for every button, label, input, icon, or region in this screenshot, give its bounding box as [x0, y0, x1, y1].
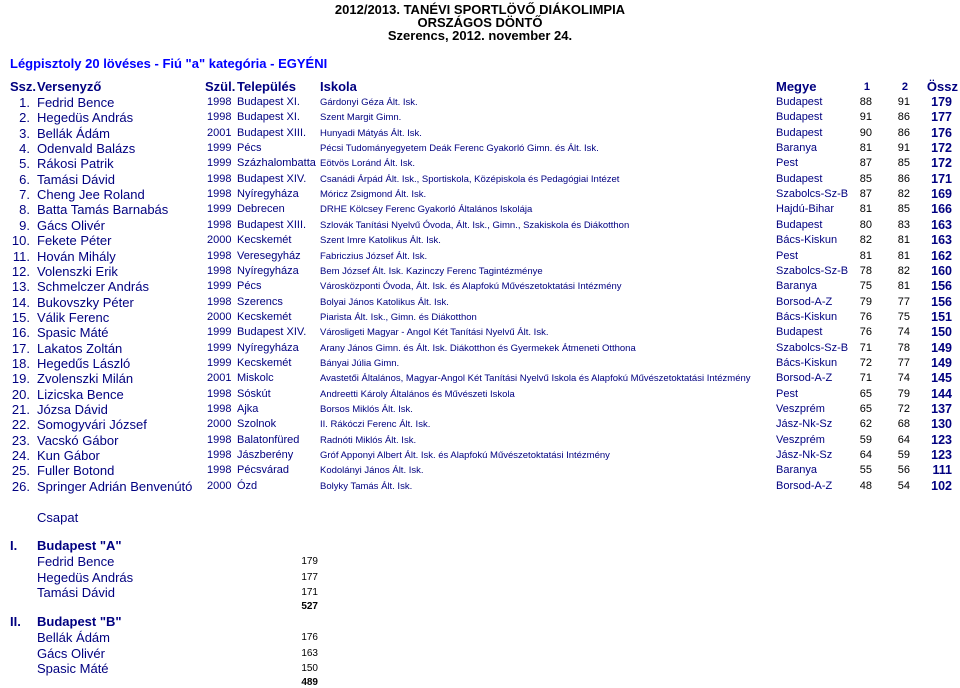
name-cell: Hegedüs András — [37, 110, 134, 126]
rank-cell: 15. — [11, 309, 30, 325]
rank-cell: 26. — [11, 478, 30, 494]
city-cell: Pécs — [237, 142, 262, 155]
school-cell: Piarista Ált. Isk., Gimn. és Diákotthon — [320, 311, 477, 323]
col-rank-header: Ssz. — [10, 79, 37, 94]
rank-cell: 22. — [11, 417, 30, 433]
county-cell: Pest — [776, 387, 799, 400]
table-row — [0, 448, 960, 463]
series2-cell: 85 — [897, 157, 910, 170]
county-cell: Szabolcs-Sz-B — [776, 264, 849, 277]
school-cell: Gróf Apponyi Albert Ált. Isk. és Alapfokú Művészetoktatási Intézmény — [320, 450, 610, 462]
year-cell: 1998 — [207, 111, 232, 124]
table-row — [0, 249, 960, 264]
total-cell: 145 — [931, 371, 952, 386]
city-cell: Ajka — [237, 403, 259, 415]
total-cell: 172 — [931, 141, 952, 156]
table-row — [0, 387, 960, 402]
table-row — [0, 156, 960, 171]
series2-cell: 91 — [897, 96, 910, 108]
total-cell: 172 — [931, 156, 952, 171]
series1-cell: 88 — [859, 96, 872, 108]
col-total-header: Össz — [926, 79, 958, 94]
series1-cell: 90 — [859, 126, 872, 139]
series1-cell: 48 — [859, 479, 872, 492]
team-name: Budapest "A" — [37, 538, 122, 553]
school-cell: Városligeti Magyar - Angol Két Tanítási Nyelvű Ált. Isk. — [320, 327, 549, 339]
city-cell: Budapest XI. — [237, 111, 300, 124]
rank-cell: 2. — [19, 110, 30, 126]
city-cell: Budapest XI. — [237, 96, 300, 108]
county-cell: Szabolcs-Sz-B — [776, 341, 849, 354]
total-cell: 111 — [932, 463, 952, 478]
total-cell: 162 — [931, 248, 952, 263]
county-cell: Veszprém — [776, 403, 825, 415]
school-cell: Csanádi Árpád Ált. Isk., Sportiskola, Középiskola és Pedagógiai Intézet — [320, 173, 620, 185]
total-cell: 169 — [931, 187, 952, 202]
name-cell: Rákosi Patrik — [37, 156, 114, 172]
team-member-name: Hegedüs András — [37, 569, 134, 585]
team-member-score: 176 — [301, 632, 318, 643]
year-cell: 1998 — [207, 172, 232, 185]
county-cell: Budapest — [776, 218, 823, 231]
table-row — [0, 295, 960, 310]
series1-cell: 91 — [859, 111, 872, 124]
doc-venue-date: Szerencs, 2012. november 24. — [387, 28, 573, 43]
name-cell: Fedrid Bence — [37, 95, 115, 110]
table-row — [0, 479, 960, 494]
series1-cell: 87 — [859, 188, 872, 201]
name-cell: Spasic Máté — [37, 325, 109, 341]
col-year-header: Szül. — [205, 79, 236, 94]
name-cell: Tamási Dávid — [37, 171, 116, 187]
county-cell: Budapest — [776, 172, 823, 185]
school-cell: Radnóti Miklós Ált. Isk. — [320, 434, 417, 446]
year-cell: 1998 — [207, 264, 232, 277]
city-cell: Balatonfüred — [237, 433, 300, 446]
county-cell: Borsod-A-Z — [776, 372, 833, 385]
year-cell: 1998 — [207, 387, 232, 400]
series1-cell: 65 — [859, 403, 872, 415]
total-cell: 151 — [931, 309, 952, 324]
series1-cell: 71 — [859, 341, 872, 354]
table-row — [0, 110, 960, 125]
table-row — [0, 433, 960, 448]
county-cell: Veszprém — [776, 433, 825, 446]
year-cell: 2000 — [207, 310, 232, 323]
table-row — [0, 95, 960, 110]
rank-cell: 18. — [11, 355, 30, 371]
name-cell: Gács Olivér — [37, 217, 105, 233]
total-cell: 160 — [931, 263, 952, 278]
series2-cell: 79 — [897, 387, 910, 400]
team-member-score: 179 — [301, 556, 318, 567]
total-cell: 149 — [931, 340, 952, 355]
city-cell: Szerencs — [237, 295, 283, 308]
rank-cell: 25. — [11, 463, 30, 479]
city-cell: Budapest XIII. — [237, 218, 307, 231]
series1-cell: 81 — [859, 249, 872, 262]
series1-cell: 81 — [859, 203, 872, 216]
series2-cell: 91 — [897, 142, 910, 155]
series2-cell: 86 — [897, 111, 910, 124]
series2-cell: 83 — [897, 218, 910, 231]
rank-cell: 23. — [11, 432, 30, 448]
name-cell: Springer Adrián Benvenútó — [37, 478, 193, 494]
total-cell: 163 — [931, 233, 952, 248]
year-cell: 1998 — [207, 188, 232, 201]
school-cell: Szent Imre Katolikus Ált. Isk. — [320, 235, 441, 247]
city-cell: Ózd — [237, 479, 258, 492]
series2-cell: 77 — [897, 356, 910, 369]
county-cell: Pest — [776, 249, 799, 262]
school-cell: Móricz Zsigmond Ált. Isk. — [320, 189, 427, 201]
city-cell: Jászberény — [237, 449, 294, 462]
rank-cell: 24. — [11, 448, 30, 464]
series1-cell: 72 — [859, 356, 872, 369]
table-row — [0, 126, 960, 141]
total-cell: 177 — [931, 110, 952, 125]
county-cell: Szabolcs-Sz-B — [776, 188, 849, 201]
school-cell: Városközponti Óvoda, Ált. Isk. és Alapfokú Művészetoktatási Intézmény — [320, 281, 622, 293]
name-cell: Hován Mihály — [37, 248, 116, 264]
name-cell: Válik Ferenc — [37, 309, 110, 325]
series2-cell: 56 — [897, 464, 910, 477]
series2-cell: 54 — [897, 479, 910, 492]
school-cell: Pécsi Tudományegyetem Deák Ferenc Gyakorló Gimn. és Ált. Isk. — [320, 143, 599, 155]
county-cell: Baranya — [776, 280, 817, 293]
year-cell: 1998 — [207, 464, 232, 477]
team-section-label: Csapat — [37, 510, 79, 525]
series2-cell: 74 — [897, 372, 910, 385]
school-cell: Fabriczius József Ált. Isk. — [320, 250, 428, 262]
series1-cell: 85 — [859, 172, 872, 185]
series1-cell: 75 — [859, 280, 872, 293]
total-cell: 176 — [931, 125, 952, 140]
year-cell: 1998 — [207, 96, 232, 108]
table-row — [0, 356, 960, 371]
series2-cell: 59 — [897, 449, 910, 462]
rank-cell: 20. — [11, 386, 30, 402]
name-cell: Odenvald Balázs — [37, 141, 136, 157]
year-cell: 1999 — [207, 142, 232, 155]
total-cell: 102 — [931, 478, 952, 493]
city-cell: Kecskemét — [237, 356, 292, 369]
year-cell: 1998 — [207, 449, 232, 462]
team-member-score: 150 — [301, 663, 318, 674]
year-cell: 1998 — [207, 403, 232, 415]
series1-cell: 87 — [859, 157, 872, 170]
school-cell: Bolyai János Katolikus Ált. Isk. — [320, 296, 449, 308]
series1-cell: 81 — [859, 142, 872, 155]
city-cell: Százhalombatta — [237, 157, 316, 170]
col-name-header: Versenyző — [37, 79, 102, 94]
county-cell: Pest — [776, 157, 799, 170]
team-member-name: Fedrid Bence — [37, 554, 115, 569]
rank-cell: 4. — [19, 141, 30, 157]
school-cell: Kodolányi János Ált. Isk. — [320, 465, 424, 477]
doc-subtitle: ORSZÁGOS DÖNTŐ — [417, 15, 543, 30]
section-title: Légpisztoly 20 lövéses - Fiú "a" kategória - EGYÉNI — [10, 56, 328, 71]
name-cell: Fuller Botond — [37, 463, 115, 479]
county-cell: Budapest — [776, 126, 823, 139]
city-cell: Kecskemét — [237, 310, 292, 323]
name-cell: Kun Gábor — [37, 448, 100, 464]
table-row — [0, 279, 960, 294]
city-cell: Budapest XIV. — [237, 326, 307, 339]
series2-cell: 81 — [897, 280, 910, 293]
rank-cell: 21. — [11, 402, 30, 417]
year-cell: 1998 — [207, 295, 232, 308]
series2-cell: 82 — [897, 188, 910, 201]
series1-cell: 65 — [859, 387, 872, 400]
name-cell: Lakatos Zoltán — [37, 340, 123, 356]
table-row — [0, 218, 960, 233]
series1-cell: 78 — [859, 264, 872, 277]
series2-cell: 86 — [897, 172, 910, 185]
table-row — [0, 402, 960, 417]
col-series1-header: 1 — [863, 81, 870, 93]
table-row — [0, 341, 960, 356]
series1-cell: 55 — [859, 464, 872, 477]
school-cell: DRHE Kölcsey Ferenc Gyakorló Általános Iskolája — [320, 204, 533, 216]
year-cell: 1999 — [207, 280, 232, 293]
rank-cell: 14. — [11, 294, 30, 310]
series1-cell: 62 — [859, 418, 872, 431]
name-cell: Józsa Dávid — [37, 402, 108, 417]
year-cell: 2000 — [207, 234, 232, 247]
table-row — [0, 417, 960, 432]
county-cell: Bács-Kiskun — [776, 356, 838, 369]
year-cell: 1999 — [207, 341, 232, 354]
table-row — [0, 371, 960, 386]
county-cell: Borsod-A-Z — [776, 295, 833, 308]
table-row — [0, 264, 960, 279]
school-cell: Bem József Ált. Isk. Kazinczy Ferenc Tagintézménye — [320, 265, 543, 277]
table-row — [0, 310, 960, 325]
series1-cell: 71 — [859, 372, 872, 385]
team-rank: II. — [10, 614, 21, 629]
city-cell: Budapest XIII. — [237, 126, 307, 139]
city-cell: Miskolc — [237, 372, 274, 385]
series2-cell: 81 — [897, 234, 910, 247]
name-cell: Somogyvári József — [37, 417, 147, 433]
total-cell: 163 — [931, 217, 952, 232]
series2-cell: 85 — [897, 203, 910, 216]
rank-cell: 6. — [19, 171, 30, 187]
total-cell: 123 — [931, 432, 952, 447]
series1-cell: 80 — [859, 218, 872, 231]
city-cell: Nyíregyháza — [237, 341, 299, 354]
total-cell: 123 — [931, 448, 952, 463]
city-cell: Veresegyház — [237, 249, 301, 262]
rank-cell: 13. — [11, 279, 30, 295]
city-cell: Budapest XIV. — [237, 172, 307, 185]
year-cell: 2001 — [207, 126, 232, 139]
name-cell: Bukovszky Péter — [37, 294, 134, 310]
team-member-name: Spasic Máté — [37, 661, 109, 676]
school-cell: Bolyky Tamás Ált. Isk. — [320, 480, 413, 492]
series1-cell: 64 — [859, 449, 872, 462]
total-cell: 150 — [931, 325, 952, 340]
col-county-header: Megye — [776, 79, 817, 94]
year-cell: 1999 — [207, 326, 232, 339]
city-cell: Pécsvárad — [237, 464, 289, 477]
year-cell: 1998 — [207, 218, 232, 231]
series1-cell: 76 — [859, 326, 872, 339]
rank-cell: 19. — [11, 371, 30, 387]
city-cell: Nyíregyháza — [237, 188, 299, 201]
rank-cell: 8. — [19, 202, 30, 218]
series2-cell: 72 — [897, 403, 910, 415]
year-cell: 1998 — [207, 249, 232, 262]
team-member-score: 171 — [301, 587, 318, 598]
team-total: 489 — [301, 677, 318, 688]
rank-cell: 7. — [19, 187, 30, 203]
series2-cell: 75 — [897, 310, 910, 323]
total-cell: 137 — [931, 402, 952, 416]
year-cell: 2000 — [207, 418, 232, 431]
team-name: Budapest "B" — [37, 614, 122, 629]
school-cell: II. Rákóczi Ferenc Ált. Isk. — [320, 419, 431, 431]
total-cell: 130 — [931, 417, 952, 432]
rank-cell: 1. — [19, 95, 30, 110]
county-cell: Jász-Nk-Sz — [776, 418, 833, 431]
col-city-header: Település — [237, 79, 297, 94]
school-cell: Avastetői Általános, Magyar-Angol Két Tanítási Nyelvű Iskola és Alapfokú Művészetoktatási Intézmény — [320, 373, 751, 385]
county-cell: Baranya — [776, 142, 817, 155]
col-school-header: Iskola — [320, 79, 357, 94]
school-cell: Arany János Gimn. és Ált. Isk. Diákotthon és Gyermekek Átmeneti Otthona — [320, 342, 636, 354]
county-cell: Hajdú-Bihar — [776, 203, 835, 216]
table-row — [0, 233, 960, 248]
school-cell: Szlovák Tanítási Nyelvű Óvoda, Ált. Isk., Gimn., Szakiskola és Diákotthon — [320, 219, 630, 231]
total-cell: 179 — [931, 95, 952, 109]
name-cell: Volenszki Erik — [37, 263, 118, 279]
total-cell: 149 — [931, 355, 952, 370]
year-cell: 1999 — [207, 203, 232, 216]
total-cell: 171 — [931, 171, 952, 186]
county-cell: Budapest — [776, 111, 823, 124]
school-cell: Szent Margit Gimn. — [320, 112, 402, 124]
county-cell: Bács-Kiskun — [776, 234, 838, 247]
city-cell: Pécs — [237, 280, 262, 293]
year-cell: 2001 — [207, 372, 232, 385]
name-cell: Schmelczer András — [37, 279, 149, 295]
rank-cell: 10. — [11, 233, 30, 249]
name-cell: Vacskó Gábor — [37, 432, 119, 448]
team-member-name: Tamási Dávid — [37, 585, 116, 600]
team-member-score: 163 — [301, 647, 318, 659]
team-rank: I. — [10, 538, 18, 553]
county-cell: Budapest — [776, 326, 823, 339]
series2-cell: 68 — [897, 418, 910, 431]
year-cell: 1998 — [207, 433, 232, 446]
series2-cell: 64 — [897, 433, 910, 446]
county-cell: Baranya — [776, 464, 817, 477]
rank-cell: 12. — [11, 263, 30, 279]
county-cell: Borsod-A-Z — [776, 479, 833, 492]
city-cell: Kecskemét — [237, 234, 292, 247]
series1-cell: 59 — [859, 433, 872, 446]
col-series2-header: 2 — [901, 81, 908, 93]
name-cell: Cheng Jee Roland — [37, 187, 145, 203]
name-cell: Lizicska Bence — [37, 386, 124, 402]
series2-cell: 86 — [897, 126, 910, 139]
series2-cell: 77 — [897, 295, 910, 308]
school-cell: Andreetti Károly Általános és Művészeti Iskola — [320, 388, 515, 400]
team-member-score: 177 — [301, 571, 318, 583]
team-member-name: Gács Olivér — [37, 645, 105, 661]
county-cell: Budapest — [776, 96, 823, 108]
name-cell: Zvolenszki Milán — [37, 371, 134, 387]
school-cell: Bányai Júlia Gimn. — [320, 357, 400, 369]
year-cell: 1999 — [207, 157, 232, 170]
total-cell: 156 — [931, 279, 952, 294]
city-cell: Debrecen — [237, 203, 285, 216]
table-row — [0, 172, 960, 187]
name-cell: Hegedűs László — [37, 355, 131, 371]
series2-cell: 81 — [897, 249, 910, 262]
name-cell: Batta Tamás Barnabás — [37, 202, 169, 218]
year-cell: 1999 — [207, 356, 232, 369]
rank-cell: 9. — [19, 217, 30, 233]
team-member-name: Bellák Ádám — [37, 630, 110, 645]
city-cell: Sóskút — [237, 387, 271, 400]
rank-cell: 3. — [19, 125, 30, 141]
team-total: 527 — [301, 601, 318, 612]
table-row — [0, 325, 960, 340]
rank-cell: 5. — [19, 156, 30, 172]
table-row — [0, 187, 960, 202]
county-cell: Bács-Kiskun — [776, 310, 838, 323]
series1-cell: 79 — [859, 295, 872, 308]
city-cell: Szolnok — [237, 418, 277, 431]
total-cell: 144 — [931, 386, 952, 401]
year-cell: 2000 — [207, 479, 232, 492]
table-row — [0, 141, 960, 156]
rank-cell: 11. — [12, 248, 30, 264]
county-cell: Jász-Nk-Sz — [776, 449, 833, 462]
name-cell: Fekete Péter — [37, 233, 112, 249]
total-cell: 166 — [931, 202, 952, 217]
total-cell: 156 — [931, 294, 952, 309]
rank-cell: 17. — [11, 340, 30, 356]
doc-title: 2012/2013. TANÉVI SPORTLÖVŐ DIÁKOLIMPIA — [334, 2, 626, 17]
series1-cell: 82 — [859, 234, 872, 247]
city-cell: Nyíregyháza — [237, 264, 299, 277]
school-cell: Gárdonyi Géza Ált. Isk. — [320, 97, 418, 108]
table-row — [0, 202, 960, 217]
series2-cell: 74 — [897, 326, 910, 339]
rank-cell: 16. — [11, 325, 30, 341]
series1-cell: 76 — [859, 310, 872, 323]
series2-cell: 78 — [897, 341, 910, 354]
school-cell: Hunyadi Mátyás Ált. Isk. — [320, 127, 422, 139]
series2-cell: 82 — [897, 264, 910, 277]
school-cell: Eötvös Loránd Ált. Isk. — [320, 158, 416, 170]
table-row — [0, 463, 960, 478]
name-cell: Bellák Ádám — [37, 125, 110, 141]
school-cell: Borsos Miklós Ált. Isk. — [320, 404, 413, 415]
